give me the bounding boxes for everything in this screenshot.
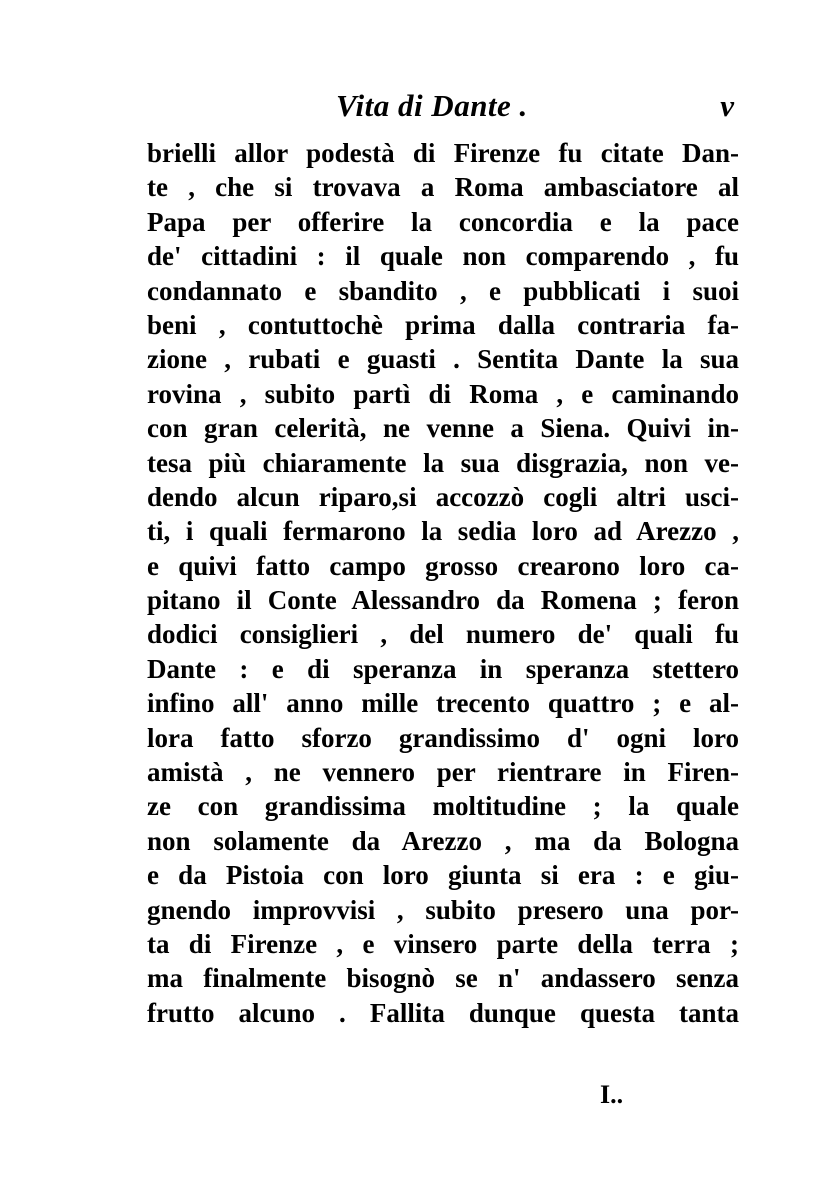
text-line: e da Pistoia con loro giunta si era : e giu- [147, 860, 739, 891]
text-line: gnendo improvvisi , subito presero una por- [147, 894, 739, 925]
text-line: con gran celerità, ne venne a Siena. Quivi in- [147, 413, 739, 444]
text-line: dendo alcun riparo,si accozzò cogli altri usci- [147, 481, 739, 512]
catchword: I.. [600, 1080, 624, 1109]
text-line: e quivi fatto campo grosso crearono loro ca- [147, 550, 739, 581]
text-line: condannato e sbandito , e pubblicati i suoi [147, 275, 739, 306]
body-text [147, 136, 739, 1030]
running-head [140, 86, 740, 130]
text-line: dodici consiglieri , del numero de' quali fu [147, 619, 739, 650]
text-line: pitano il Conte Alessandro da Romena ; feron [147, 585, 739, 616]
text-line: ma finalmente bisognò se n' andassero senza [147, 963, 739, 994]
text-line: ti, i quali fermarono la sedia loro ad Arezzo , [147, 516, 739, 547]
text-line: infino all' anno mille trecento quattro ; e al- [147, 688, 739, 719]
text-line: te , che si trovava a Roma ambasciatore al [147, 172, 739, 203]
text-line: lora fatto sforzo grandissimo d' ogni loro [147, 722, 739, 753]
text-line: brielli allor podestà di Firenze fu citate Dan- [147, 138, 739, 168]
text-line: non solamente da Arezzo , ma da Bologna [147, 825, 739, 856]
page-number: v [720, 88, 734, 123]
text-line: Papa per offerire la concordia e la pace [147, 206, 739, 237]
text-line: Dante : e di speranza in speranza stettero [147, 653, 739, 684]
running-title: Vita di Dante . [336, 88, 528, 123]
text-line: beni , contuttochè prima dalla contraria fa- [147, 309, 739, 340]
text-line: amistà , ne vennero per rientrare in Firen- [147, 757, 739, 788]
text-line: de' cittadini : il quale non comparendo , fu [147, 241, 739, 272]
text-line: zione , rubati e guasti . Sentita Dante la sua [147, 344, 739, 375]
text-line: frutto alcuno . Fallita dunque questa tanta [147, 997, 739, 1028]
text-line: rovina , subito partì di Roma , e caminando [147, 378, 739, 409]
text-line: ze con grandissima moltitudine ; la quale [147, 791, 739, 822]
text-line: tesa più chiaramente la sua disgrazia, non ve- [147, 447, 739, 478]
text-line: ta di Firenze , e vinsero parte della terra ; [147, 928, 739, 959]
